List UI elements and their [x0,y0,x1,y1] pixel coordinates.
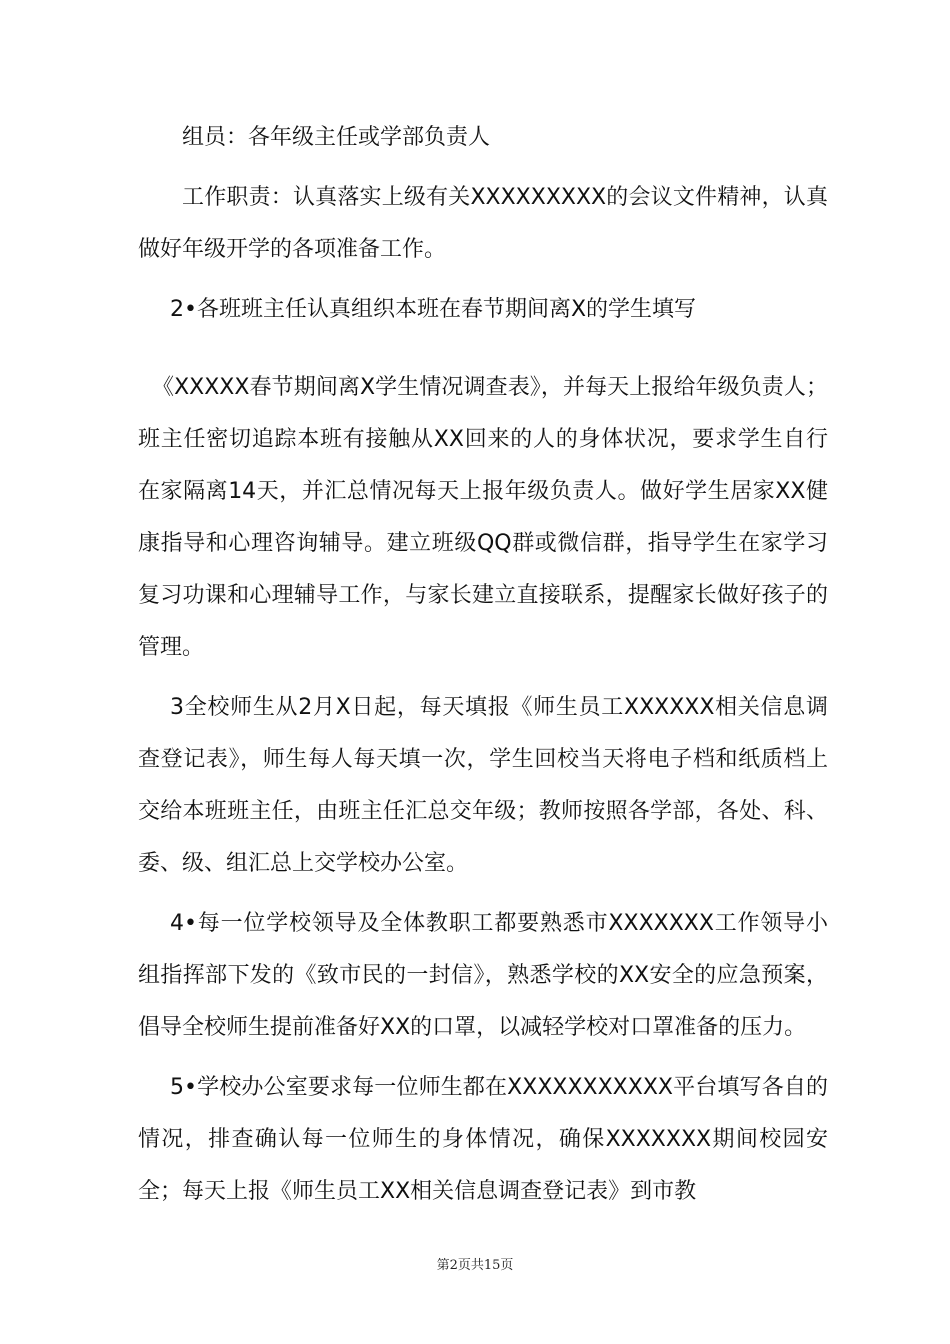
paragraph-duties: 工作职责：认真落实上级有关XXXXXXXXX的会议文件精神，认真做好年级开学的各项准备工作。 [138,185,828,262]
paragraph-item-2-body: 《XXXXX春节期间离X学生情况调查表》，并每天上报给年级负责人；班主任密切追踪本班有接触从XX回来的人的身体状况，要求学生自行在家隔离14天，并汇总情况每天上报年级负责人。做好学生居家XX健康指导和心理咨询辅导。建立班级QQ群或微信群，指导学生在家学习复习功课和心理辅导工作，与家长建立直接联系，提醒家长做好孩子的管理。 [138,375,828,660]
paragraph-item-3: 3全校师生从2月X日起，每天填报《师生员工XXXXXX相关信息调查登记表》，师生每人每天填一次，学生回校当天将电子档和纸质档上交给本班班主任，由班主任汇总交年级；教师按照各学部，各处、科、委、级、组汇总上交学校办公室。 [138,695,828,876]
document-body [138,112,828,1218]
paragraph-item-2-heading: 2•各班班主任认真组织本班在春节期间离X的学生填写 [170,297,697,322]
page-number-footer: 第2页共15页 [436,1258,514,1273]
paragraph-item-4: 4•每一位学校领导及全体教职工都要熟悉市XXXXXXX工作领导小组指挥部下发的《致市民的一封信》，熟悉学校的XX安全的应急预案，倡导全校师生提前准备好XX的口罩，以减轻学校对口罩准备的压力。 [138,911,828,1040]
paragraph-item-5: 5•学校办公室要求每一位师生都在XXXXXXXXXXX平台填写各自的情况，排查确认每一位师生的身体情况，确保XXXXXXX期间校园安全；每天上报《师生员工XX相关信息调查登记表》到市教 [138,1075,828,1204]
paragraph-members: 组员：各年级主任或学部负责人 [182,125,491,150]
